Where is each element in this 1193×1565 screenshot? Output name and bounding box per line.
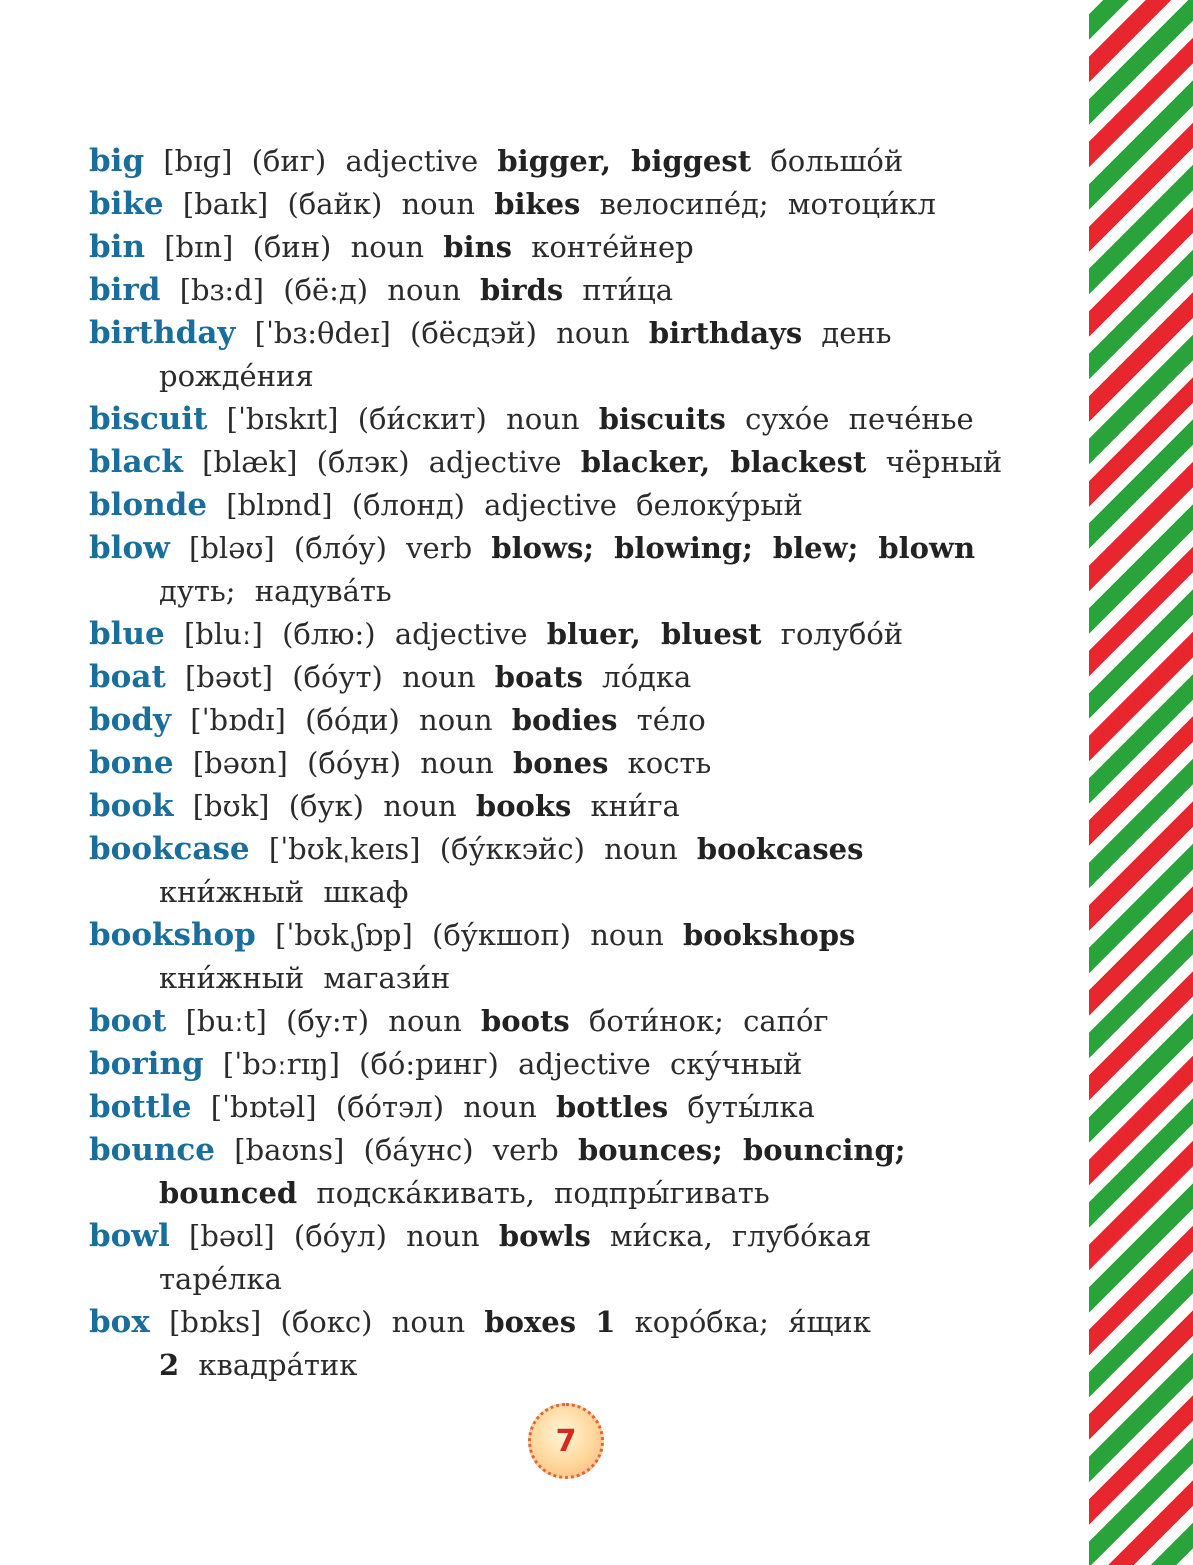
part-of-speech: noun	[419, 703, 493, 737]
entry-blue	[89, 613, 1049, 656]
russian-reading: (бук)	[288, 789, 364, 823]
translation: ло́дка	[602, 660, 692, 694]
headword: biscuit	[89, 401, 208, 437]
word-forms: blacker, blackest	[580, 445, 867, 479]
entry-book	[89, 785, 1049, 828]
part-of-speech: noun	[383, 789, 457, 823]
translation: большо́й	[770, 144, 904, 178]
russian-reading: (бу́кшоп)	[432, 918, 572, 952]
headword: boring	[89, 1046, 204, 1082]
transcription: [bɪɡ]	[163, 144, 233, 178]
headword: box	[89, 1304, 150, 1340]
transcription: [blæk]	[202, 445, 298, 479]
transcription: [bʊk]	[192, 789, 270, 823]
russian-reading: (бо́ул)	[293, 1219, 387, 1253]
headword: boot	[89, 1003, 167, 1039]
translation-continued: квадра́тик	[198, 1348, 358, 1382]
transcription: [blɒnd]	[226, 488, 333, 522]
translation: ми́ска, глубо́кая	[610, 1219, 872, 1253]
transcription: [bəʊl]	[189, 1219, 275, 1253]
translation: кость	[627, 746, 712, 780]
part-of-speech: adjective	[518, 1047, 651, 1081]
word-forms: bikes	[494, 187, 581, 221]
part-of-speech: noun	[506, 402, 580, 436]
part-of-speech: noun	[604, 832, 678, 866]
translation-continued: подска́кивать, подпры́гивать	[316, 1176, 770, 1210]
headword: bounce	[89, 1132, 216, 1168]
part-of-speech: noun	[391, 1305, 466, 1339]
entry-boat	[89, 656, 1049, 699]
headword: boat	[89, 659, 166, 695]
transcription: [buːt]	[185, 1004, 267, 1038]
transcription: [ˈbɒdɪ]	[190, 703, 286, 737]
part-of-speech: noun	[463, 1090, 537, 1124]
word-forms-continued: bounced	[159, 1176, 298, 1210]
headword: bike	[89, 186, 164, 222]
word-forms: birds	[480, 273, 564, 307]
word-forms: bodies	[511, 703, 618, 737]
translation: голубо́й	[780, 617, 904, 651]
transcription: [bəʊn]	[192, 746, 288, 780]
part-of-speech: noun	[402, 660, 476, 694]
entry-bookcase	[89, 828, 1049, 914]
part-of-speech: adjective	[428, 445, 562, 479]
translation: пти́ца	[582, 273, 674, 307]
transcription: [ˈbɜ:θdeɪ]	[254, 316, 391, 350]
part-of-speech: noun	[387, 273, 461, 307]
word-forms: boats	[494, 660, 583, 694]
word-forms: biscuits	[598, 402, 726, 436]
headword: bowl	[89, 1218, 170, 1254]
entry-bottle	[89, 1086, 1049, 1129]
russian-reading: (бо́тэл)	[335, 1090, 445, 1124]
translation: те́ло	[636, 703, 706, 737]
entry-blow	[89, 527, 1049, 613]
word-forms: bookcases	[696, 832, 864, 866]
translation-continued: таре́лка	[159, 1262, 282, 1296]
part-of-speech: adjective	[484, 488, 617, 522]
headword: blonde	[89, 487, 208, 523]
russian-reading: (ба́унс)	[363, 1133, 474, 1167]
translation: сухо́е пече́нье	[745, 402, 974, 436]
transcription: [bɪn]	[164, 230, 234, 264]
translation: велосипе́д; мотоци́кл	[599, 187, 936, 221]
russian-reading: (бо́ут)	[292, 660, 383, 694]
part-of-speech: noun	[388, 1004, 462, 1038]
russian-reading: (бо́:ринг)	[359, 1047, 499, 1081]
part-of-speech: verb	[492, 1133, 559, 1167]
word-forms: bottles	[555, 1090, 669, 1124]
transcription: [bɒks]	[169, 1305, 262, 1339]
entry-bookshop	[89, 914, 1049, 1000]
word-forms: bluer, bluest	[546, 617, 762, 651]
word-forms: birthdays	[648, 316, 803, 350]
entry-bike	[89, 183, 1049, 226]
entry-black	[89, 441, 1049, 484]
transcription: [baʊns]	[234, 1133, 345, 1167]
translation: белоку́рый	[636, 488, 803, 522]
word-forms: blows; blowing; blew; blown	[491, 531, 976, 565]
part-of-speech: adjective	[345, 144, 479, 178]
entry-bowl	[89, 1215, 1049, 1301]
entry-big	[89, 140, 1049, 183]
headword: black	[89, 444, 183, 480]
transcription: [ˈbɪskɪt]	[226, 402, 339, 436]
part-of-speech: noun	[350, 230, 425, 264]
headword: bin	[89, 229, 145, 265]
headword: blue	[89, 616, 165, 652]
transcription: [bluː]	[183, 617, 263, 651]
translation-continued: кни́жный магази́н	[159, 961, 451, 995]
russian-reading: (блонд)	[351, 488, 465, 522]
word-forms: bounces; bouncing;	[577, 1133, 906, 1167]
word-forms: bigger, biggest	[497, 144, 752, 178]
decorative-stripe-border	[1089, 0, 1193, 1565]
entry-box	[89, 1301, 1049, 1387]
headword: body	[89, 702, 172, 738]
russian-reading: (бу:т)	[286, 1004, 370, 1038]
word-forms: boots	[481, 1004, 570, 1038]
headword: birthday	[89, 315, 236, 351]
entry-continuation	[89, 1344, 1049, 1387]
entry-boot	[89, 1000, 1049, 1043]
headword: bookcase	[89, 831, 250, 867]
word-forms: bones	[512, 746, 609, 780]
entry-birthday	[89, 312, 1049, 398]
transcription: [baɪk]	[182, 187, 269, 221]
russian-reading: (бёсдэй)	[410, 316, 537, 350]
transcription: [ˈbɔːrɪŋ]	[222, 1047, 340, 1081]
translation: чёрный	[885, 445, 1003, 479]
translation: кни́га	[590, 789, 680, 823]
entry-boring	[89, 1043, 1049, 1086]
translation-continued: дуть; надува́ть	[159, 574, 392, 608]
russian-reading: (блю:)	[282, 617, 376, 651]
entry-continuation	[89, 1172, 1049, 1215]
headword: book	[89, 788, 174, 824]
headword: bone	[89, 745, 174, 781]
entry-biscuit	[89, 398, 1049, 441]
page-number: 7	[555, 1423, 577, 1459]
headword: bird	[89, 272, 161, 308]
sense-number: 2	[159, 1348, 180, 1382]
part-of-speech: noun	[420, 746, 494, 780]
transcription: [bəʊt]	[184, 660, 273, 694]
entry-body	[89, 699, 1049, 742]
translation-continued: рожде́ния	[159, 359, 314, 393]
russian-reading: (бу́ккэйс)	[439, 832, 585, 866]
word-forms: books	[475, 789, 572, 823]
transcription: [ˈbʊkˌʃɒp]	[275, 918, 413, 952]
transcription: [ˈbɒtəl]	[210, 1090, 317, 1124]
russian-reading: (биг)	[251, 144, 327, 178]
headword: big	[89, 143, 145, 179]
translation: день	[821, 316, 892, 350]
dictionary-entries	[89, 140, 1049, 1387]
page-number-badge	[528, 1403, 604, 1479]
headword: bookshop	[89, 917, 256, 953]
russian-reading: (бо́ди)	[305, 703, 400, 737]
entry-bin	[89, 226, 1049, 269]
translation: ску́чный	[670, 1047, 803, 1081]
word-forms: bookshops	[682, 918, 856, 952]
russian-reading: (бо́ун)	[307, 746, 402, 780]
translation: буты́лка	[687, 1090, 815, 1124]
russian-reading: (би́скит)	[357, 402, 487, 436]
translation: боти́нок; сапо́г	[588, 1004, 829, 1038]
translation-continued: кни́жный шкаф	[159, 875, 409, 909]
translation: конте́йнер	[531, 230, 694, 264]
part-of-speech: noun	[406, 1219, 480, 1253]
part-of-speech: adjective	[394, 617, 528, 651]
russian-reading: (бин)	[252, 230, 332, 264]
headword: blow	[89, 530, 170, 566]
sense-number: 1	[595, 1305, 616, 1339]
russian-reading: (бокс)	[280, 1305, 373, 1339]
russian-reading: (бё:д)	[283, 273, 369, 307]
word-forms: bowls	[498, 1219, 591, 1253]
entry-blonde	[89, 484, 1049, 527]
word-forms: bins	[443, 230, 512, 264]
russian-reading: (байк)	[287, 187, 383, 221]
transcription: [bɜ:d]	[179, 273, 264, 307]
russian-reading: (бло́у)	[293, 531, 387, 565]
word-forms: boxes	[484, 1305, 577, 1339]
entry-bone	[89, 742, 1049, 785]
translation: коро́бка; я́щик	[634, 1305, 871, 1339]
part-of-speech: verb	[406, 531, 473, 565]
russian-reading: (блэк)	[316, 445, 410, 479]
part-of-speech: noun	[556, 316, 630, 350]
entry-bounce	[89, 1129, 1049, 1215]
headword: bottle	[89, 1089, 192, 1125]
transcription: [ˈbʊkˌkeɪs]	[268, 832, 421, 866]
entry-bird	[89, 269, 1049, 312]
transcription: [bləʊ]	[189, 531, 275, 565]
part-of-speech: noun	[401, 187, 475, 221]
part-of-speech: noun	[590, 918, 664, 952]
